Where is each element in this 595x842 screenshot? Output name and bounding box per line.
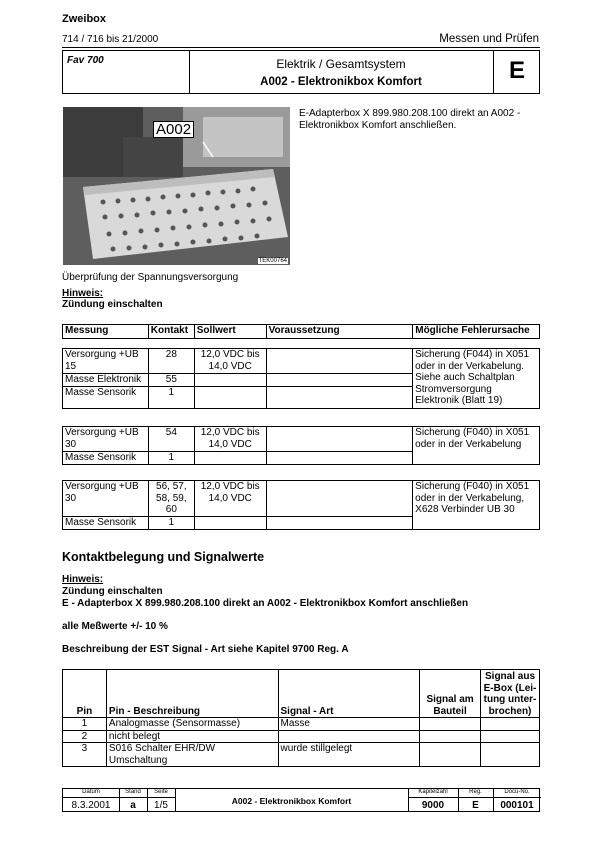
fault-cause: Sicherung (F044) in X051 oder in der Verkabelung. Siehe auch Schaltplan Stromversorgung Elektronik (Blatt 19) [413, 349, 540, 409]
column-header: Signal am Bauteil [420, 670, 481, 718]
table-cell: 1 [148, 517, 194, 530]
column-header: Pin - Beschreibung [106, 670, 278, 718]
table-cell [266, 374, 413, 387]
footer-chapter: 9000 [421, 800, 445, 811]
footer-date: 8.3.2001 [71, 800, 111, 811]
document-title: Zweibox [62, 13, 107, 25]
table-row [63, 743, 540, 767]
section-heading: Kontaktbelegung und Signalwerte [62, 550, 265, 564]
footer-revision: a [130, 800, 136, 811]
check-caption: Überprüfung der Spannungsversorgung [62, 272, 239, 283]
table-cell [266, 349, 413, 374]
pin-table [62, 669, 540, 767]
column-header: Signal - Art [278, 670, 420, 718]
title-box [62, 50, 540, 94]
hint-label: Hinweis: [62, 574, 104, 585]
register-letter: E [508, 57, 525, 84]
signal-type [278, 730, 420, 743]
footer-page: 1/5 [154, 800, 168, 811]
table-cell [420, 718, 481, 731]
table-cell [481, 730, 540, 743]
table-cell [194, 374, 266, 387]
column-header: Pin [63, 670, 107, 718]
table-cell [420, 743, 481, 767]
table-cell: 54 [148, 427, 194, 452]
column-header: Mögliche Fehlerursache [413, 325, 540, 339]
footer-box [62, 788, 540, 812]
table-cell: 28 [148, 349, 194, 374]
table-cell: 55 [148, 374, 194, 387]
table-cell [266, 427, 413, 452]
footer-label: Seite [154, 789, 168, 795]
component-photo [63, 107, 290, 265]
table-cell [420, 730, 481, 743]
footer-label: Reg. [469, 789, 482, 795]
instruction-text: E-Adapterbox X 899.980.208.100 direkt an A002 - Elektronikbox Komfort anschließen. [299, 108, 521, 131]
measurement-group [62, 480, 540, 530]
table-cell [266, 517, 413, 530]
table-row [63, 730, 540, 743]
table-cell: 1 [148, 386, 194, 408]
pin-number: 3 [63, 743, 107, 767]
column-header: Messung [63, 325, 149, 339]
table-cell: Masse Sensorik [63, 386, 149, 408]
tolerance-note: alle Meßwerte +/- 10 % [62, 621, 168, 632]
column-header: Sollwert [194, 325, 266, 339]
table-cell: Masse Sensorik [63, 517, 149, 530]
pin-number: 1 [63, 718, 107, 731]
table-cell: 12,0 VDC bis 14,0 VDC [194, 349, 266, 374]
hint-text: E - Adapterbox X 899.980.208.100 direkt an A002 - Elektronikbox Komfort anschließen [62, 598, 469, 609]
pin-description: S016 Schalter EHR/DW Umschaltung [106, 743, 278, 767]
table-cell [481, 743, 540, 767]
table-cell: Masse Elektronik [63, 374, 149, 387]
table-cell: 12,0 VDC bis 14,0 VDC [194, 481, 266, 517]
footer-label: Stand [125, 789, 141, 795]
hint-text: Zündung einschalten [62, 299, 163, 310]
pin-description: Analogmasse (Sensormasse) [106, 718, 278, 731]
table-cell [481, 718, 540, 731]
table-cell: 1 [148, 452, 194, 465]
table-row [63, 718, 540, 731]
footer-register: E [472, 800, 479, 811]
table-cell: 56, 57, 58, 59, 60 [148, 481, 194, 517]
table-cell: Masse Sensorik [63, 452, 149, 465]
table-cell: Versorgung +UB 30 [63, 427, 149, 452]
footer-label: Docu-No. [504, 789, 530, 795]
table-cell: 12,0 VDC bis 14,0 VDC [194, 427, 266, 452]
table-cell: Versorgung +UB 15 [63, 349, 149, 374]
pin-number: 2 [63, 730, 107, 743]
table-cell [266, 452, 413, 465]
pin-description: nicht belegt [106, 730, 278, 743]
model-range: 714 / 716 bis 21/2000 [62, 34, 159, 45]
est-reference: Beschreibung der EST Signal - Art siehe Kapitel 9700 Reg. A [62, 644, 349, 655]
column-header: Kontakt [148, 325, 194, 339]
table-cell: Versorgung +UB 30 [63, 481, 149, 517]
table-cell [194, 386, 266, 408]
fault-cause: Sicherung (F040) in X051 oder in der Verkabelung [413, 427, 540, 465]
component-callout: A002 [153, 121, 194, 138]
hint-text: Zündung einschalten [62, 586, 163, 597]
footer-label: Kapitelzahl [418, 789, 448, 795]
model-label: Fav 700 [67, 55, 104, 66]
footer-title: A002 - Elektronikbox Komfort [231, 796, 352, 806]
measurement-group [62, 348, 540, 409]
table-cell [266, 481, 413, 517]
footer-docu-no: 000101 [500, 800, 534, 811]
fault-cause: Sicherung (F040) in X051 oder in der Verkabelung, X628 Verbinder UB 30 [413, 481, 540, 530]
measurement-group [62, 426, 540, 465]
signal-type: wurde stillgelegt [278, 743, 420, 767]
table-cell [194, 452, 266, 465]
column-header: Voraussetzung [266, 325, 413, 339]
section-name: Messen und Prüfen [439, 33, 539, 45]
footer-label: Datum [82, 789, 100, 795]
image-code: TEK00764 [258, 258, 287, 264]
component-title: A002 - Elektronikbox Komfort [260, 76, 422, 88]
measurement-table-header [62, 324, 540, 339]
header-rule [62, 47, 540, 48]
hint-label: Hinweis: [62, 288, 104, 299]
column-header: Signal aus E-Box (Lei-tung unter-brochen) [481, 670, 540, 718]
system-title: Elektrik / Gesamtsystem [276, 57, 406, 71]
signal-type: Masse [278, 718, 420, 731]
table-cell [194, 517, 266, 530]
table-cell [266, 386, 413, 408]
